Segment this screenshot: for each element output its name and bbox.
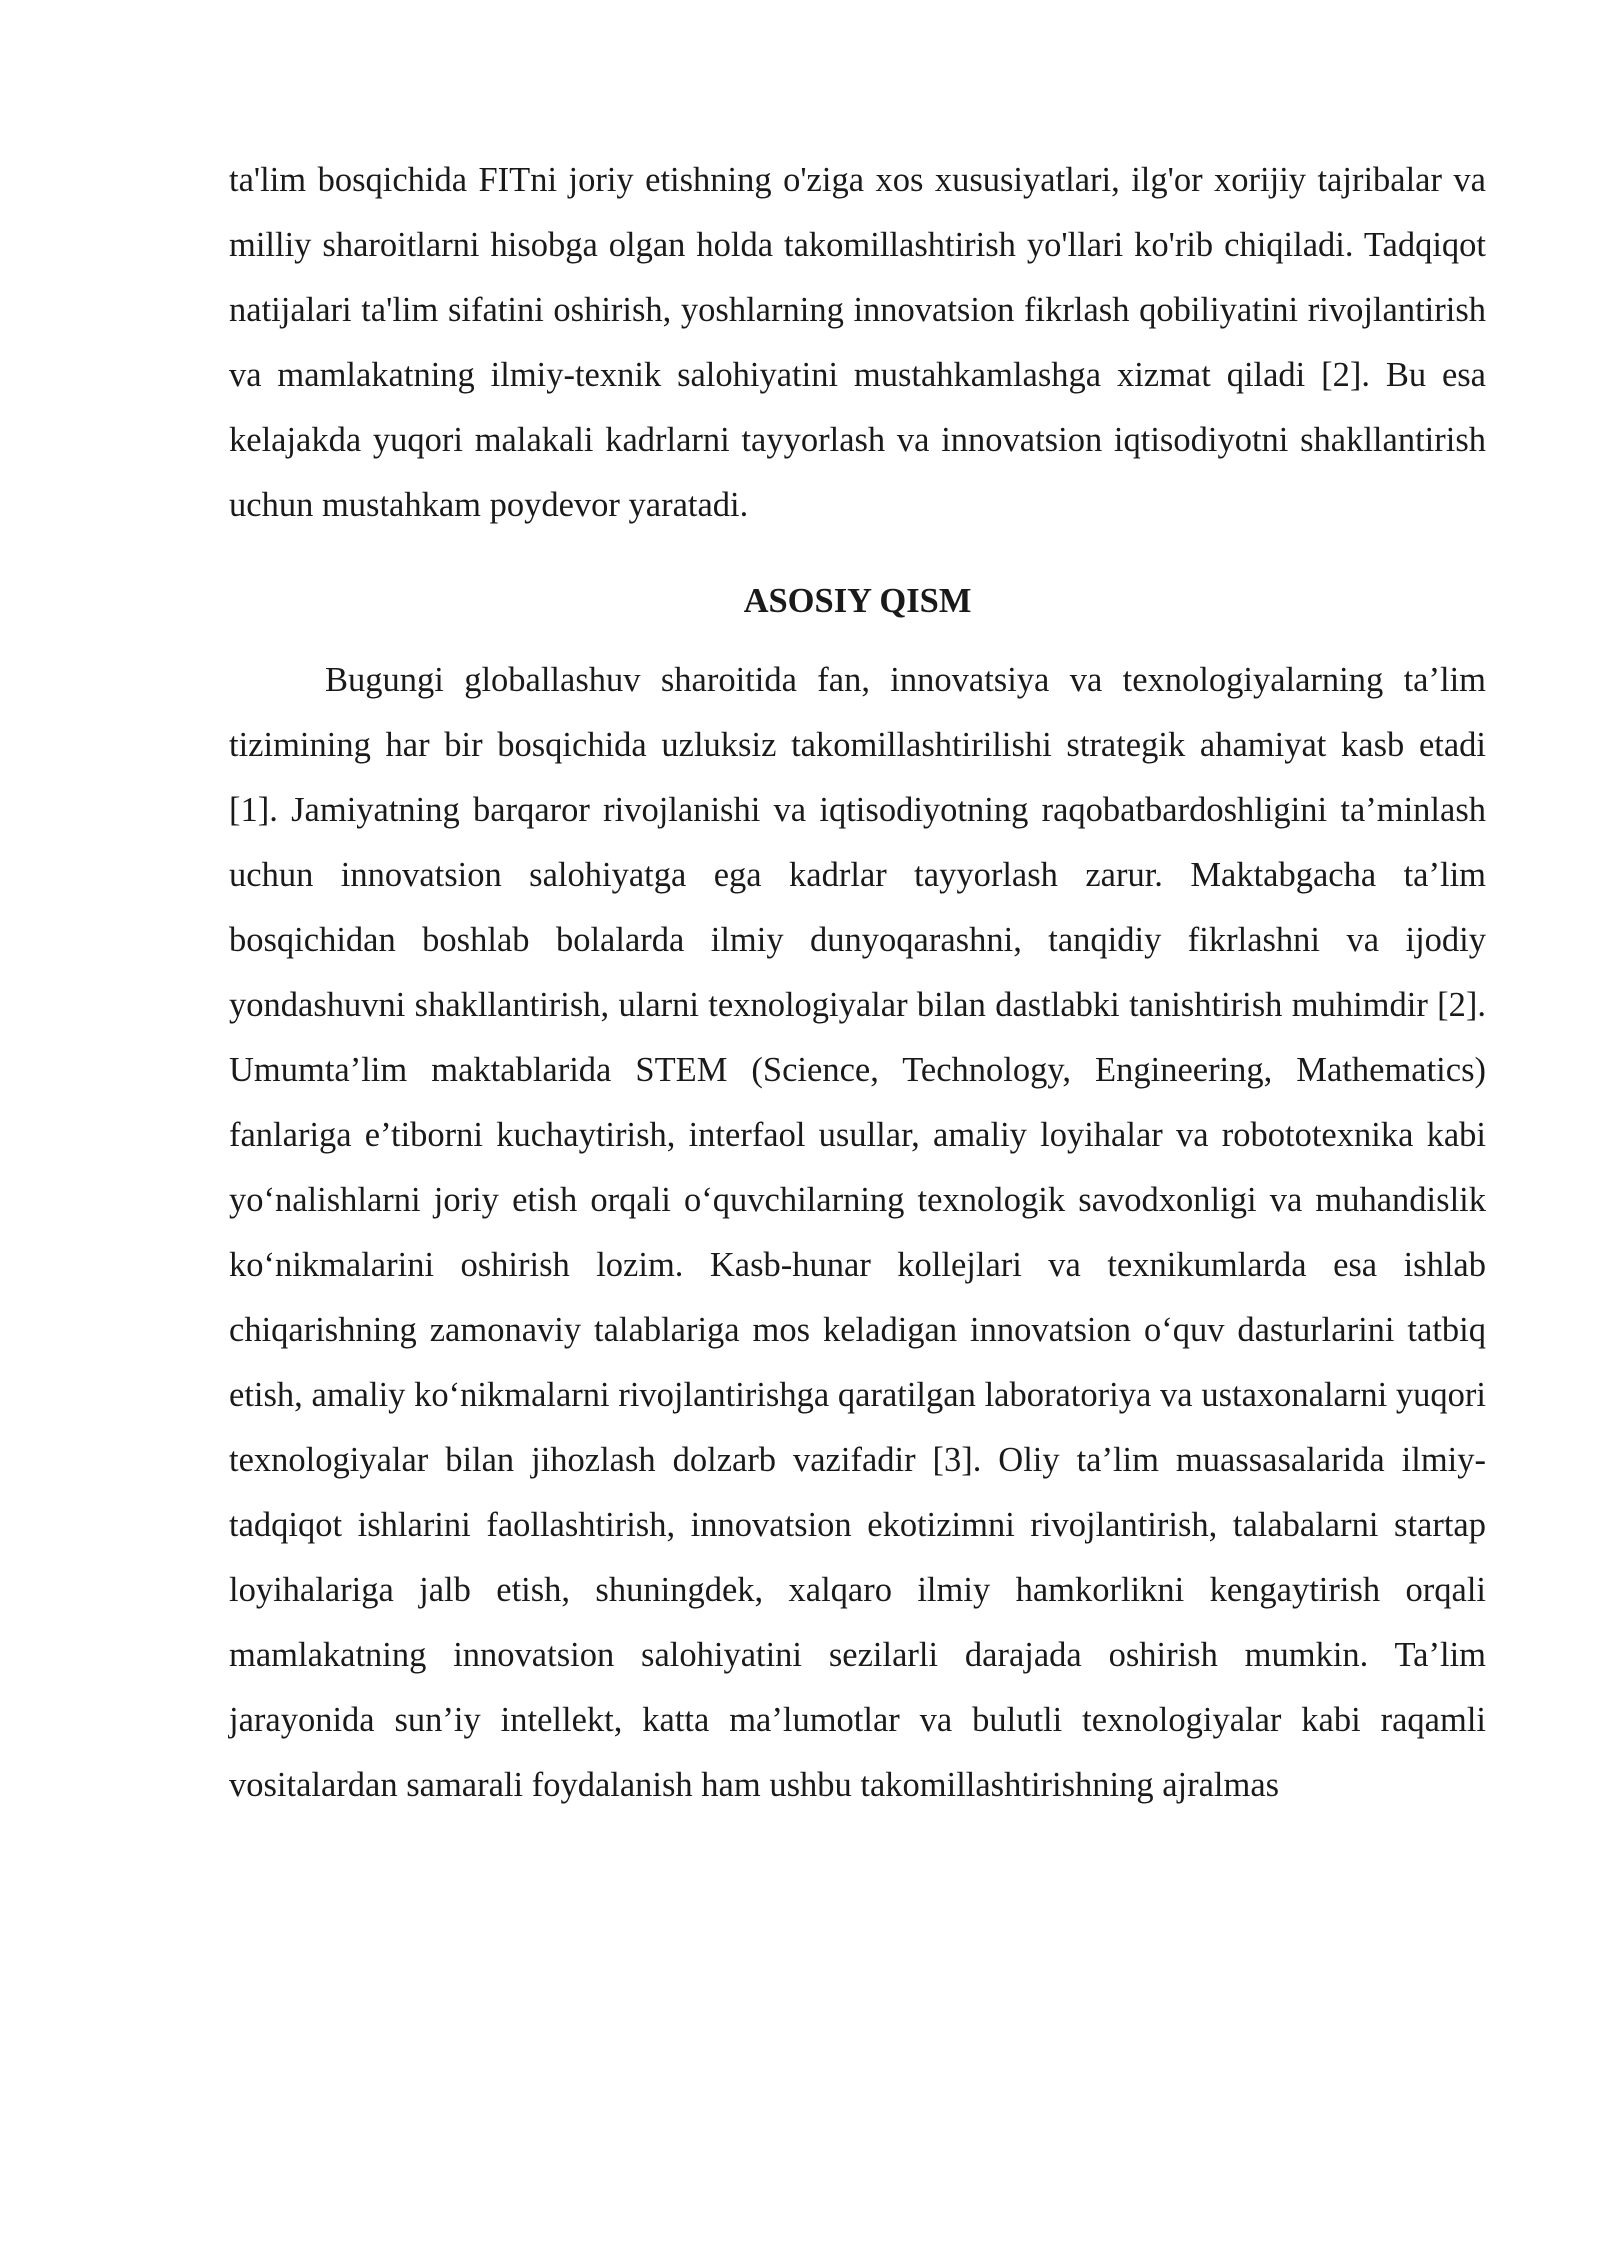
main-paragraph: Bugungi globallashuv sharoitida fan, innovatsiya va texnologiyalarning ta’lim tizimining har bir bosqichida uzluksiz takomillashtirilishi strategik ahamiyat kasb etadi [1]. Jamiyatning barqaror rivojlanishi va iqtisodiyotning raqobatbardoshligini ta’minlash uchun innovatsion salohiyatga ega kadrlar tayyorlash zarur. Maktabgacha ta’lim bosqichidan boshlab bolalarda ilmiy dunyoqarashni, tanqidiy fikrlashni va ijodiy yondashuvni shakllantirish, ularni texnologiyalar bilan dastlabki tanishtirish muhimdir [2]. Umumta’lim maktablarida STEM (Science, Technology, Engineering, Mathematics) fanlariga e’tiborni kuchaytirish, interfaol usullar, amaliy loyihalar va robototexnika kabi yo‘nalishlarni joriy etish orqali o‘quvchilarning texnologik savodxonligi va muhandislik ko‘nikmalarini oshirish lozim. Kasb-hunar kollejlari va texnikumlarda esa ishlab chiqarishning zamonaviy talablariga mos keladigan innovatsion o‘quv dasturlarini tatbiq etish, amaliy ko‘nikmalarni rivojlantirishga qaratilgan laboratoriya va ustaxonalarni yuqori texnologiyalar bilan jihozlash dolzarb vazifadir [3]. Oliy ta’lim muassasalarida ilmiy-tadqiqot ishlarini faollashtirish, innovatsion ekotizimni rivojlantirish, talabalarni startap loyihalariga jalb etish, shuningdek, xalqaro ilmiy hamkorlikni kengaytirish orqali mamlakatning innovatsion salohiyatini sezilarli darajada oshirish mumkin. Ta’lim jarayonida sun’iy intellekt, katta ma’lumotlar va bulutli texnologiyalar kabi raqamli vositalardan samarali foydalanish ham ushbu takomillashtirishning ajralmas: [229, 661, 1486, 1804]
section-heading: ASOSIY QISM: [743, 582, 972, 620]
document-body: [229, 148, 1486, 1818]
intro-paragraph: ta'lim bosqichida FITni joriy etishning o'ziga xos xususiyatlari, ilg'or xorijiy tajribalar va milliy sharoitlarni hisobga olgan holda takomillashtirish yo'llari ko'rib chiqiladi. Tadqiqot natijalari ta'lim sifatini oshirish, yoshlarning innovatsion fikrlash qobiliyatini rivojlantirish va mamlakatning ilmiy-texnik salohiyatini mustahkamlashga xizmat qiladi [2]. Bu esa kelajakda yuqori malakali kadrlarni tayyorlash va innovatsion iqtisodiyotni shakllantirish uchun mustahkam poydevor yaratadi.: [229, 161, 1486, 524]
